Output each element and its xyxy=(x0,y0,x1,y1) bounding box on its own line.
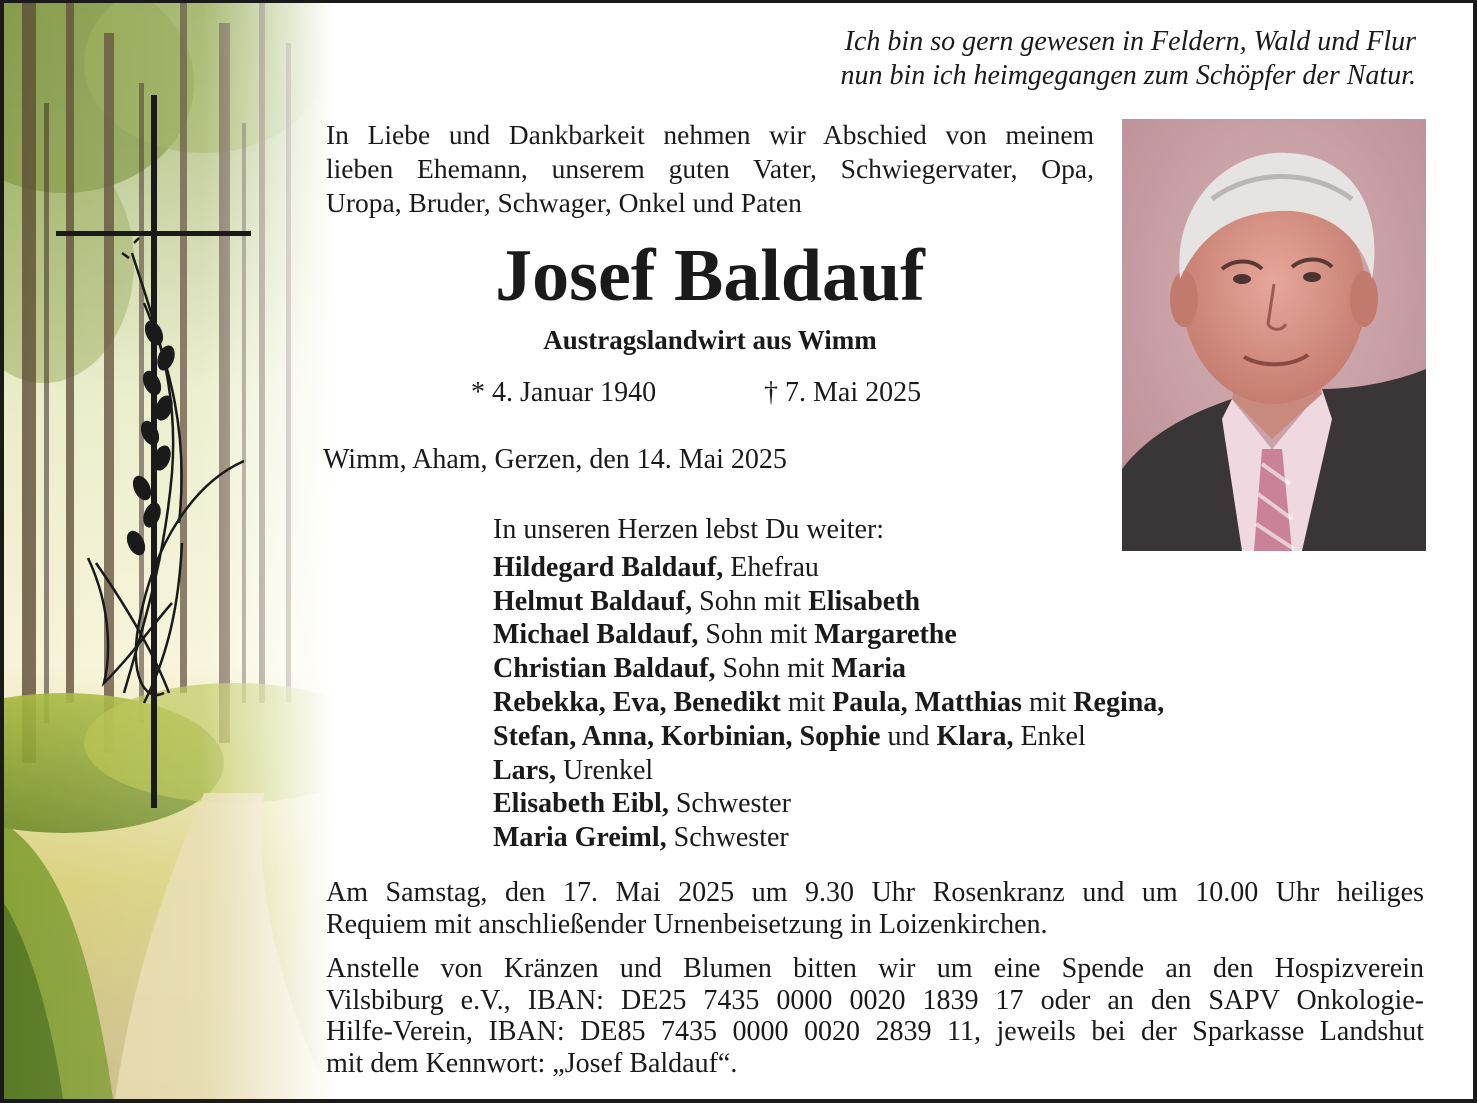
mourner-relation: mit xyxy=(1021,686,1074,718)
mourner-name: Maria xyxy=(831,653,907,685)
mourner-row xyxy=(493,585,1353,619)
mourner-name: Regina, xyxy=(1073,686,1165,718)
poem-line-1: Ich bin so gern gewesen in Feldern, Wald und Flur xyxy=(844,26,1416,57)
deceased-name: Josef Baldauf xyxy=(495,235,925,317)
intro-line-2: lieben Ehemann, unserem guten Vater, Schwiegervater, Opa, xyxy=(326,153,1094,184)
mourner-relation: Sohn mit xyxy=(698,619,815,651)
mourner-row xyxy=(493,787,1353,821)
service-info xyxy=(326,877,1424,941)
birth-date: * 4. Januar 1940 xyxy=(471,377,657,408)
mourner-name: Maria Greiml, xyxy=(493,822,667,854)
donation-line-3: Hilfe-Verein, IBAN: DE85 7435 0000 0020 2839 11, jeweils bei der Sparkasse Landshut xyxy=(326,1016,1424,1047)
mourner-name: Margarethe xyxy=(814,619,957,651)
mourner-name: Michael Baldauf, xyxy=(493,619,699,651)
mourner-name: Elisabeth Eibl, xyxy=(493,788,669,820)
service-line-2: Requiem mit anschließender Urnenbeisetzung in Loizenkirchen. xyxy=(326,909,1048,940)
deceased-occupation: Austragslandwirt aus Wimm xyxy=(543,325,877,355)
mourner-name: Paula, Matthias xyxy=(832,686,1022,718)
mourner-name: Hildegard Baldauf, xyxy=(493,551,724,583)
mourner-row xyxy=(493,686,1353,720)
mourner-name: Lars, xyxy=(493,754,556,786)
poem-verse xyxy=(656,25,1416,93)
mourner-row xyxy=(493,618,1353,652)
mourner-relation: Urenkel xyxy=(556,754,654,786)
mourner-name: Christian Baldauf, xyxy=(493,653,716,685)
mourner-name: Klara, xyxy=(936,720,1014,752)
mourner-relation: und xyxy=(880,720,937,752)
mourners-list xyxy=(493,513,1353,855)
mourner-name: Helmut Baldauf, xyxy=(493,585,693,617)
mourner-relation: Ehefrau xyxy=(723,551,819,583)
place-and-date: Wimm, Aham, Gerzen, den 14. Mai 2025 xyxy=(323,444,787,475)
intro-line-3: Uropa, Bruder, Schwager, Onkel und Paten xyxy=(326,187,802,218)
mourner-name: Rebekka, Eva, Benedikt xyxy=(493,686,781,718)
mourners-heading: In unseren Herzen lebst Du weiter: xyxy=(493,514,885,545)
mourner-relation: Sohn mit xyxy=(692,585,809,617)
donation-info xyxy=(326,953,1424,1079)
intro-line-1: In Liebe und Dankbarkeit nehmen wir Abschied von meinem xyxy=(326,119,1094,150)
donation-line-2: Vilsbiburg e.V., IBAN: DE25 7435 0000 0020 1839 17 oder an den SAPV Onkologie- xyxy=(326,984,1424,1016)
intro-text xyxy=(326,118,1094,220)
mourner-relation: Schwester xyxy=(666,822,789,854)
mourner-relation: Schwester xyxy=(668,788,791,820)
portrait-photo xyxy=(1122,119,1426,551)
mourner-relation: mit xyxy=(780,686,833,718)
mourner-row xyxy=(493,652,1353,686)
mourner-name: Stefan, Anna, Korbinian, Sophie xyxy=(493,720,881,752)
mourner-relation: Enkel xyxy=(1013,720,1086,752)
mourner-row xyxy=(493,821,1353,855)
mourner-row xyxy=(493,754,1353,788)
forest-background-image xyxy=(4,3,334,1103)
death-date: † 7. Mai 2025 xyxy=(764,377,922,408)
poem-line-2: nun bin ich heimgegangen zum Schöpfer der Natur. xyxy=(840,60,1416,91)
donation-line-4: mit dem Kennwort: „Josef Baldauf“. xyxy=(326,1047,738,1079)
mourner-row xyxy=(493,720,1353,754)
mourner-row xyxy=(493,551,1353,585)
service-line-1: Am Samstag, den 17. Mai 2025 um 9.30 Uhr Rosenkranz und um 10.00 Uhr heiliges xyxy=(326,877,1424,908)
mourner-name: Elisabeth xyxy=(808,585,921,617)
mourner-relation: Sohn mit xyxy=(715,653,832,685)
donation-line-1: Anstelle von Kränzen und Blumen bitten wir um eine Spende an den Hospizverein xyxy=(326,953,1424,984)
